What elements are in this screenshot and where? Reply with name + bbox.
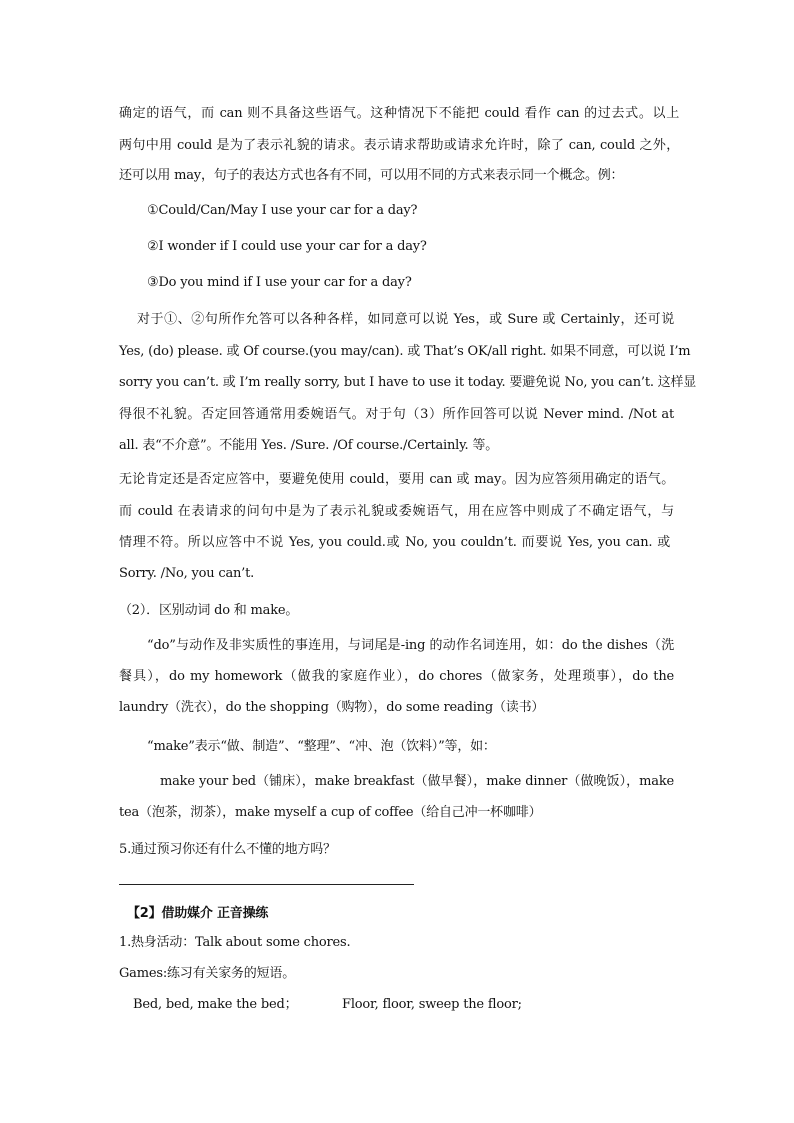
paragraph-line: Yes, (do) please. 或 Of course.(you may/can). 或 That’s OK/all right. 如果不同意，可以说 I’m bbox=[119, 344, 691, 359]
paragraph-line: sorry you can’t. 或 I’m really sorry, but I have to use it today. 要避免说 No, you can’t. 这样显 bbox=[119, 375, 697, 390]
chant-bed: Bed, bed, make the bed； bbox=[133, 997, 298, 1012]
chant-floor: Floor, floor, sweep the floor; bbox=[342, 997, 522, 1012]
warm-up-line: 1.热身活动：Talk about some chores. bbox=[119, 935, 351, 950]
paragraph-line: tea（泡茶，沏茶），make myself a cup of coffee（给自己冲一杯咖啡） bbox=[119, 805, 542, 820]
paragraph-line: make your bed（铺床），make breakfast（做早餐），make dinner（做晚饭），make bbox=[160, 774, 674, 789]
chant-row bbox=[133, 995, 693, 1015]
example-sentence-3: ③Do you mind if I use your car for a day? bbox=[147, 275, 412, 290]
paragraph-line: “make”表示“做、制造”、“整理”、“冲、泡（饮料）”等，如： bbox=[147, 739, 496, 754]
section-heading-do-make: （2）．区别动词 do 和 make。 bbox=[119, 603, 299, 618]
paragraph-line: 无论肯定还是否定应答中，要避免使用 could，要用 can 或 may。因为应答须用确定的语气。 bbox=[119, 472, 674, 487]
example-sentence-1: ①Could/Can/May I use your car for a day? bbox=[147, 203, 418, 218]
paragraph-line: laundry（洗衣），do the shopping（购物），do some reading（读书） bbox=[119, 700, 545, 715]
paragraph-line: all. 表“不介意”。不能用 Yes. /Sure. /Of course./Certainly. 等。 bbox=[119, 438, 499, 453]
paragraph-line: 确定的语气，而 can 则不具备这些语气。这种情况下不能把 could 看作 can 的过去式。以上 bbox=[119, 106, 679, 121]
paragraph-line: 两句中用 could 是为了表示礼貌的请求。表示请求帮助或请求允许时，除了 can, could 之外， bbox=[119, 138, 679, 153]
example-sentence-2: ②I wonder if I could use your car for a day? bbox=[147, 239, 427, 254]
answer-underline bbox=[119, 884, 414, 885]
paragraph-line: “do”与动作及非实质性的事连用，与词尾是-ing 的动作名词连用，如：do the dishes（洗 bbox=[147, 638, 674, 653]
paragraph-line: 还可以用 may，句子的表达方式也各有不同，可以用不同的方式来表示同一个概念。例： bbox=[119, 168, 624, 183]
paragraph-line: 餐具），do my homework（做我的家庭作业），do chores（做家务，处理琐事），do the bbox=[119, 669, 674, 684]
section-title: 【2】借助媒介 正音操练 bbox=[127, 906, 269, 921]
paragraph-line: 对于①、②句所作允答可以各种各样，如同意可以说 Yes，或 Sure 或 Certainly，还可说 bbox=[137, 312, 674, 327]
paragraph-line: 得很不礼貌。否定回答通常用委婉语气。对于句（3）所作回答可以说 Never mind. /Not at bbox=[119, 407, 674, 422]
question-line: 5.通过预习你还有什么不懂的地方吗？ bbox=[119, 842, 336, 857]
paragraph-line: 情理不符。所以应答中不说 Yes, you could.或 No, you couldn’t. 而要说 Yes, you can. 或 bbox=[119, 535, 670, 550]
paragraph-line: 而 could 在表请求的问句中是为了表示礼貌或委婉语气，用在应答中则成了不确定语气，与 bbox=[119, 504, 674, 519]
games-line: Games:练习有关家务的短语。 bbox=[119, 966, 296, 981]
paragraph-line: Sorry. /No, you can’t. bbox=[119, 566, 255, 581]
